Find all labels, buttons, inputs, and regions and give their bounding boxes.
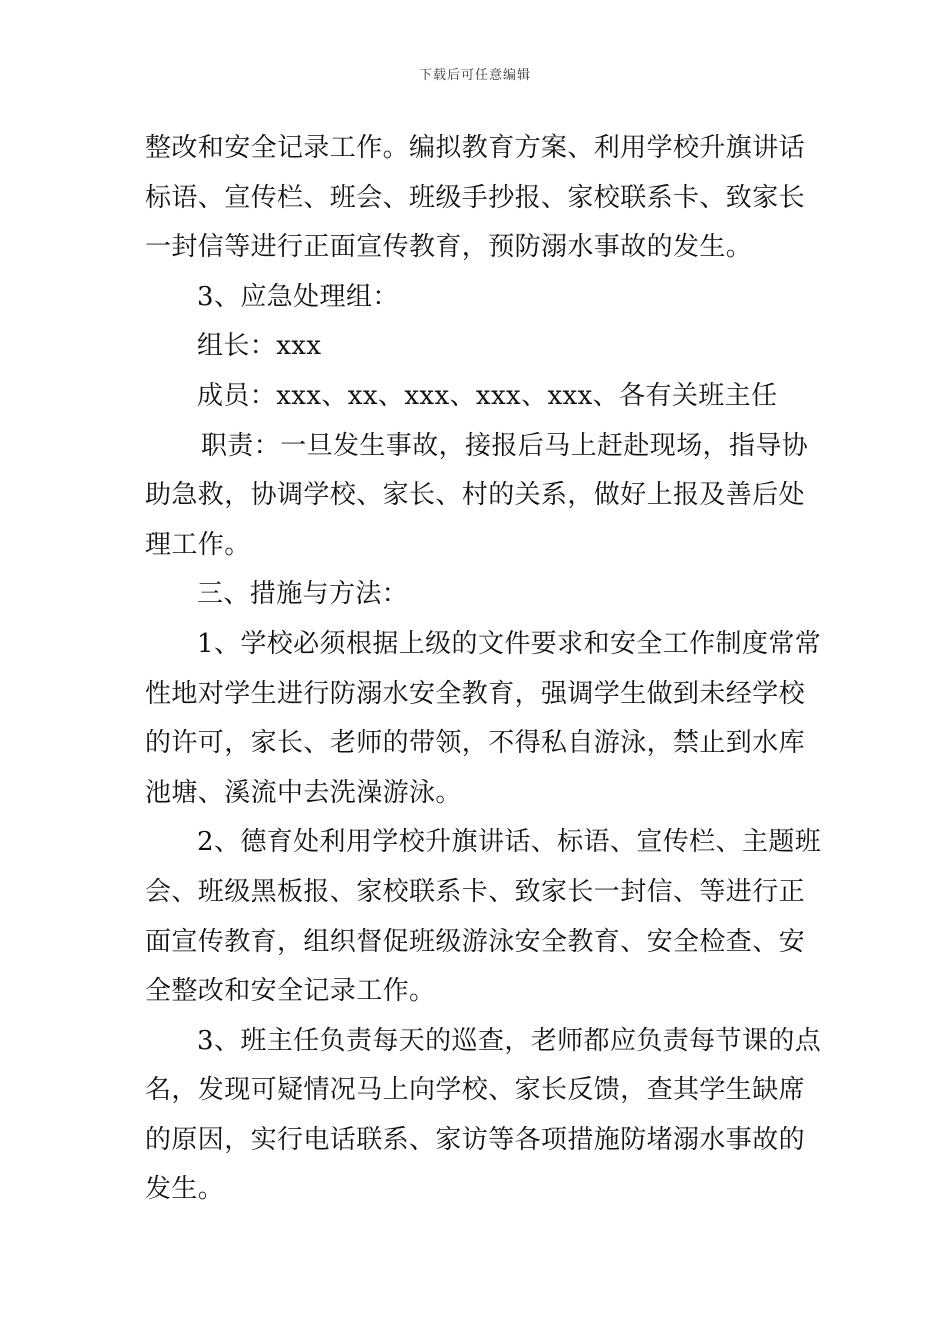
text-line: 性地对学生进行防溺水安全教育，强调学生做到未经学校 — [145, 678, 806, 709]
text-line: 3、班主任负责每天的巡查，老师都应负责每节课的点 — [197, 1025, 822, 1056]
text-line: 职责：一旦发生事故，接报后马上赶赴现场，指导协 — [201, 430, 809, 461]
document-body — [145, 124, 822, 1215]
section-heading: 3、应急处理组： — [197, 281, 399, 312]
text-line: 1、学校必须根据上级的文件要求和安全工作制度常常 — [197, 628, 822, 659]
text-line: 组长：xxx — [197, 331, 322, 362]
text-line: 会、班级黑板报、家校联系卡、致家长一封信、等进行正 — [145, 876, 806, 907]
section-heading: 三、措施与方法： — [197, 579, 409, 610]
text-line: 整改和安全记录工作。编拟教育方案、利用学校升旗讲话 — [145, 133, 806, 163]
text-line: 标语、宣传栏、班会、班级手抄报、家校联系卡、致家长 — [145, 182, 806, 213]
text-line: 的许可，家长、老师的带领，不得私自游泳，禁止到水库 — [145, 728, 806, 759]
page-header: 下载后可任意编辑 — [418, 68, 531, 83]
text-line: 全整改和安全记录工作。 — [145, 976, 436, 1007]
text-line: 的原因，实行电话联系、家访等各项措施防堵溺水事故的 — [145, 1124, 806, 1155]
text-line: 面宣传教育，组织督促班级游泳安全教育、安全检查、安 — [145, 926, 806, 957]
text-line: 名，发现可疑情况马上向学校、家长反馈，查其学生缺席 — [145, 1075, 806, 1106]
text-line: 2、德育处利用学校升旗讲话、标语、宣传栏、主题班 — [197, 827, 822, 858]
text-line: 成员：xxx、xx、xxx、xxx、xxx、各有关班主任 — [197, 380, 778, 411]
text-line: 发生。 — [145, 1174, 225, 1205]
text-line: 理工作。 — [145, 529, 251, 560]
text-line: 一封信等进行正面宣传教育，预防溺水事故的发生。 — [145, 232, 753, 263]
text-line: 助急救，协调学校、家长、村的关系，做好上报及善后处 — [145, 480, 806, 511]
text-line: 池塘、溪流中去洗澡游泳。 — [145, 777, 462, 808]
